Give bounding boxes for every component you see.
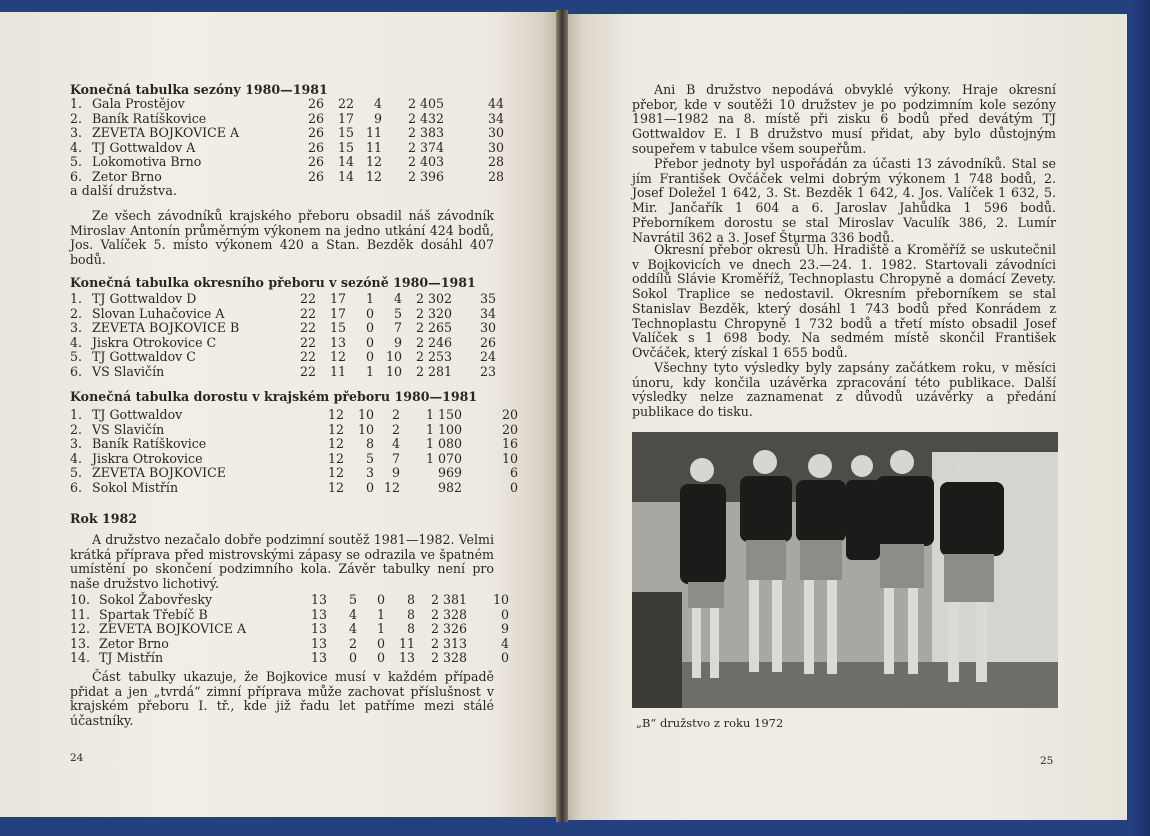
table-cell-c2: 5 [365, 450, 374, 466]
table-cell-c3: 0 [366, 320, 375, 336]
table2-title: Konečná tabulka okresního přeboru v sezóně 1980—1981 [70, 275, 476, 290]
table-cell-c2: 12 [330, 349, 347, 365]
table-row [70, 466, 518, 481]
table-cell-c1: 12 [327, 436, 344, 452]
table-cell-c3: 12 [366, 168, 383, 184]
table-cell-team: Baník Ratíškovice [92, 436, 207, 452]
paragraph-1982: A družstvo nezačalo dobře podzimní soutěž 1981—1982. Velmi krátká příprava před mistrovskými zápasy se odrazila ve špatném umístění po skončení podzimního kola. Závěr tabulky není pro naše družstvo lichotivý. [70, 532, 494, 592]
table-cell-c3: 0 [376, 635, 385, 651]
table-cell-rank: 1. [70, 407, 83, 422]
table-row [70, 321, 496, 336]
table-cell-c1: 26 [308, 168, 325, 184]
paragraph-regional-results: Ze všech závodníků krajského přeboru obsadil náš závodník Miroslav Antonín průměrným výkonem na jedno utkání 424 bodů, Jos. Valíček 5. místo výkonem 420 a Stan. Bezděk dosáhl 407 bodů. [70, 208, 494, 268]
table-cell-score: 20 [501, 421, 518, 437]
table-cell-score: 0 [509, 479, 518, 495]
table-cell-team: Jiskra Otrokovice C [92, 334, 217, 350]
table-cell-c2: 17 [330, 291, 347, 306]
table-row [70, 651, 509, 666]
table-cell-c2: 8 [365, 436, 374, 452]
table-cell-rank: 3. [70, 320, 83, 336]
table-cell-rank: 14. [70, 650, 91, 666]
paragraph-closing-note: Všechny tyto výsledky byly zapsány začátkem roku, v měsíci únoru, kdy končila uzávěrka zpracování této publikace. Další výsledky nelze zaznamenat z důvodů uzávěrky a předání publikace do tisku. [632, 360, 1056, 420]
table-cell-c1: 12 [327, 479, 344, 495]
junior-table [70, 408, 518, 496]
paragraph-conclusion: Část tabulky ukazuje, že Bojkovice musí v každém případě přidat a jen „tvrdá“ zimní příprava může zachovat příslušnost v krajském přeboru I. tř., kde již řadu let patříme mezi stálé účastníky. [70, 669, 494, 729]
table-cell-team: ZEVETA BOJKOVICE [92, 465, 226, 481]
table-cell-rank: 3. [70, 436, 83, 452]
table-cell-c2: 15 [338, 125, 355, 141]
table-cell-team: TJ Mistřín [99, 650, 164, 666]
table-row [70, 155, 504, 170]
table-cell-rank: 4. [70, 139, 83, 155]
table-cell-team: TJ Gottwaldov [92, 407, 183, 422]
table-cell-c2: 10 [357, 407, 374, 422]
table-cell-score: 10 [492, 592, 509, 607]
table-cell-team: ZEVETA BOJKOVICE A [99, 621, 247, 637]
paragraph-district-championship: Okresní přebor okresů Uh. Hradiště a Kroměříž se uskutečnil v Bojkovicích ve dnech 23.—24. 1. 1982. Startovali závodníci oddílů Slávie Kroměříž, Technoplastu Chropyně a domácí Zevety. Sokol Traplice se nedostavil. Okresním přeborníkem se stal Stanislav Bezděk, který dosáhl 1 743 bodů před Konrádem z Technoplastu Chropyně 1 732 bodů a třetí místo obsadil Josef Valíček s 1 698 body. Na sedmém místě skončil František Ovčáček, který získal 1 655 bodů. [632, 242, 1056, 360]
table-cell-pts: 2 403 [407, 154, 445, 170]
table-cell-c3: 7 [391, 450, 400, 466]
table-cell-c2: 5 [348, 592, 357, 607]
table-cell-pts: 1 070 [425, 450, 462, 466]
table-cell-pts: 2 405 [407, 96, 445, 111]
table-cell-c3: 1 [366, 291, 375, 306]
table-row [70, 307, 496, 322]
table-cell-c2: 10 [357, 421, 374, 437]
table1-footer: a další družstva. [70, 183, 178, 198]
table-cell-c1: 22 [300, 334, 317, 350]
table-cell-c3: 12 [366, 154, 383, 170]
table-row [70, 593, 509, 608]
table-cell-c2: 22 [338, 96, 355, 111]
table-row [70, 97, 504, 112]
table-cell-c3: 9 [391, 465, 400, 481]
table-cell-team: TJ Gottwaldov A [92, 139, 196, 155]
table-cell-c3: 4 [374, 96, 383, 111]
table-cell-c1: 22 [300, 363, 317, 379]
table-cell-rank: 6. [70, 363, 83, 379]
team-photo [632, 432, 1058, 708]
table-cell-c1: 12 [327, 465, 344, 481]
table-cell-c1: 26 [308, 96, 325, 111]
table-cell-c4: 13 [398, 650, 415, 666]
table-cell-rank: 10. [70, 592, 91, 607]
table-cell-team: ZEVETA BOJKOVICE B [92, 320, 240, 336]
table-cell-c1: 12 [327, 450, 344, 466]
table-cell-score: 30 [488, 125, 505, 141]
table-cell-team: Sokol Žabovřesky [99, 592, 213, 607]
table-cell-team: Baník Ratíškovice [92, 110, 207, 126]
table-row [70, 336, 496, 351]
table-cell-score: 20 [501, 407, 518, 422]
table-cell-score: 6 [509, 465, 518, 481]
table-cell-c1: 13 [310, 606, 327, 622]
table-cell-rank: 5. [70, 154, 83, 170]
table-cell-c1: 13 [310, 621, 327, 637]
table-cell-rank: 4. [70, 450, 83, 466]
table3-title: Konečná tabulka dorostu v krajském přeboru 1980—1981 [70, 389, 478, 404]
table-cell-pts: 2 396 [407, 168, 445, 184]
table-cell-c1: 26 [308, 110, 325, 126]
table-cell-c4: 5 [394, 305, 403, 321]
table-cell-score: 23 [480, 363, 497, 379]
table-cell-c4: 10 [386, 363, 403, 379]
standings-1982-table [70, 593, 509, 666]
table-cell-pts: 2 265 [415, 320, 453, 336]
table-cell-c1: 26 [308, 125, 325, 141]
table-cell-team: TJ Gottwaldov C [92, 349, 196, 365]
table-cell-c3: 0 [376, 650, 385, 666]
table-cell-team: Sokol Mistřín [92, 479, 179, 495]
table-cell-pts: 982 [437, 479, 462, 495]
table1-title: Konečná tabulka sezóny 1980—1981 [70, 82, 328, 97]
table-row [70, 452, 518, 467]
table-cell-rank: 2. [70, 305, 83, 321]
table-cell-c2: 0 [348, 650, 357, 666]
table-cell-c4: 9 [394, 334, 403, 350]
section-title-1982: Rok 1982 [70, 511, 138, 526]
table-cell-pts: 2 432 [407, 110, 445, 126]
table-cell-c2: 2 [348, 635, 357, 651]
table-cell-score: 16 [501, 436, 518, 452]
table-row [70, 126, 504, 141]
table-cell-score: 28 [488, 168, 505, 184]
season-table [70, 97, 504, 185]
table-cell-pts: 2 374 [407, 139, 445, 155]
district-table [70, 292, 496, 380]
table-cell-pts: 2 302 [415, 291, 453, 306]
table-row [70, 437, 518, 452]
table-row [70, 292, 496, 307]
table-cell-rank: 6. [70, 168, 83, 184]
table-cell-team: VS Slavičín [92, 363, 165, 379]
table-cell-c4: 8 [406, 606, 415, 622]
table-cell-c2: 0 [365, 479, 374, 495]
table-cell-rank: 1. [70, 96, 83, 111]
table-cell-c4: 8 [406, 592, 415, 607]
table-cell-rank: 5. [70, 349, 83, 365]
table-cell-c2: 14 [338, 168, 355, 184]
table-cell-c1: 13 [310, 635, 327, 651]
page-number-left: 24 [70, 752, 84, 764]
table-cell-team: VS Slavičín [92, 421, 165, 437]
table-row [70, 622, 509, 637]
table-cell-team: Zetor Brno [99, 635, 169, 651]
table-cell-c3: 11 [366, 139, 383, 155]
table-row [70, 423, 518, 438]
table-cell-team: Slovan Luhačovice A [92, 305, 225, 321]
table-cell-c4: 8 [406, 621, 415, 637]
table-cell-c4: 11 [398, 635, 415, 651]
table-cell-c2: 17 [330, 305, 347, 321]
page-number-right: 25 [1040, 755, 1054, 767]
table-row [70, 408, 518, 423]
table-cell-rank: 11. [70, 606, 91, 622]
table-cell-score: 0 [500, 650, 509, 666]
table-cell-pts: 2 313 [430, 635, 467, 651]
table-cell-c1: 13 [310, 650, 327, 666]
table-cell-score: 26 [480, 334, 497, 350]
table-cell-c3: 0 [366, 334, 375, 350]
table-cell-c2: 11 [330, 363, 347, 379]
table-cell-pts: 2 381 [430, 592, 467, 607]
table-cell-c4: 7 [394, 320, 403, 336]
table-cell-pts: 969 [437, 465, 462, 481]
table-cell-c3: 4 [391, 436, 400, 452]
table-cell-c1: 22 [300, 305, 317, 321]
table-cell-c3: 1 [376, 621, 385, 637]
table-cell-score: 35 [480, 291, 497, 306]
table-row [70, 481, 518, 496]
table-row [70, 350, 496, 365]
table-row [70, 637, 509, 652]
table-row [70, 608, 509, 623]
table-cell-score: 4 [500, 635, 509, 651]
table-cell-score: 34 [480, 305, 497, 321]
team-photo-image [632, 432, 1058, 708]
table-cell-score: 10 [501, 450, 518, 466]
table-cell-rank: 6. [70, 479, 83, 495]
table-cell-c2: 13 [330, 334, 347, 350]
table-cell-c3: 1 [376, 606, 385, 622]
table-cell-c1: 26 [308, 139, 325, 155]
table-cell-pts: 2 246 [415, 334, 453, 350]
paragraph-club-championship: Přebor jednoty byl uspořádán za účasti 13 závodníků. Stal se jím František Ovčáček velmi dobrým výkonem 1 748 bodů, 2. Josef Doležel 1 642, 3. St. Bezděk 1 642, 4. Jos. Valíček 1 632, 5. Mir. Jančařík 1 604 a 6. Jaroslav Jahůdka 1 596 bodů. Přeborníkem dorostu se stal Miroslav Vaculík 386, 2. Lumír Navrátil 362 a 3. Josef Šturma 336 bodů. [632, 156, 1056, 245]
table-cell-c1: 13 [310, 592, 327, 607]
table-cell-score: 34 [488, 110, 505, 126]
book-gutter [556, 10, 568, 822]
table-cell-c3: 9 [374, 110, 383, 126]
table-cell-c3: 1 [366, 363, 375, 379]
table-cell-rank: 12. [70, 621, 91, 637]
table-cell-c3: 0 [366, 305, 375, 321]
photo-caption: „B“ družstvo z roku 1972 [636, 716, 784, 730]
table-cell-c4: 10 [386, 349, 403, 365]
paragraph-b-team: Ani B družstvo nepodává obvyklé výkony. Hraje okresní přebor, kde v soutěži 10 družstev je po podzimním kole sezóny 1981—1982 na 8. místě při zisku 6 bodů před devátým TJ Gottwaldov E. I B družstvo musí přidat, aby bylo důstojným soupeřem v tabulce všem soupeřům. [632, 82, 1056, 156]
table-cell-c3: 12 [383, 479, 400, 495]
table-row [70, 141, 504, 156]
table-cell-c2: 4 [348, 606, 357, 622]
table-cell-score: 9 [500, 621, 509, 637]
table-cell-c1: 26 [308, 154, 325, 170]
table-cell-c3: 11 [366, 125, 383, 141]
table-cell-rank: 3. [70, 125, 83, 141]
table-cell-team: Gala Prostějov [92, 96, 185, 111]
table-cell-c2: 15 [330, 320, 347, 336]
table-cell-c3: 0 [376, 592, 385, 607]
table-cell-c1: 22 [300, 320, 317, 336]
table-cell-c4: 4 [394, 291, 403, 306]
table-cell-rank: 4. [70, 334, 83, 350]
table-cell-score: 0 [500, 606, 509, 622]
table-cell-pts: 2 253 [415, 349, 453, 365]
table-cell-c1: 12 [327, 407, 344, 422]
table-cell-score: 44 [488, 96, 505, 111]
table-cell-c1: 22 [300, 349, 317, 365]
table-cell-pts: 1 100 [425, 421, 462, 437]
table-cell-c1: 22 [300, 291, 317, 306]
table-cell-rank: 2. [70, 421, 83, 437]
table-cell-pts: 2 326 [430, 621, 467, 637]
table-cell-c2: 4 [348, 621, 357, 637]
table-cell-score: 28 [488, 154, 505, 170]
table-cell-rank: 13. [70, 635, 91, 651]
table-cell-team: TJ Gottwaldov D [92, 291, 197, 306]
table-row [70, 365, 496, 380]
table-cell-pts: 2 281 [415, 363, 453, 379]
table-cell-pts: 2 328 [430, 606, 467, 622]
table-cell-score: 30 [480, 320, 497, 336]
table-cell-rank: 2. [70, 110, 83, 126]
table-cell-rank: 1. [70, 291, 83, 306]
table-cell-team: Jiskra Otrokovice [92, 450, 203, 466]
table-cell-pts: 2 383 [407, 125, 445, 141]
table-cell-team: Zetor Brno [92, 168, 162, 184]
table-row [70, 112, 504, 127]
table-cell-pts: 1 150 [425, 407, 462, 422]
table-cell-pts: 1 080 [425, 436, 462, 452]
table-cell-c3: 2 [391, 407, 400, 422]
table-cell-c2: 15 [338, 139, 355, 155]
table-cell-team: ZEVETA BOJKOVICE A [92, 125, 240, 141]
table-cell-c2: 17 [338, 110, 355, 126]
table-cell-pts: 2 328 [430, 650, 467, 666]
table-cell-score: 30 [488, 139, 505, 155]
table-cell-c2: 3 [365, 465, 374, 481]
table-cell-c3: 0 [366, 349, 375, 365]
table-cell-score: 24 [480, 349, 497, 365]
table-cell-rank: 5. [70, 465, 83, 481]
table-cell-team: Lokomotiva Brno [92, 154, 202, 170]
table-cell-c3: 2 [391, 421, 400, 437]
table-cell-c1: 12 [327, 421, 344, 437]
table-cell-c2: 14 [338, 154, 355, 170]
table-cell-team: Spartak Třebíč B [99, 606, 208, 622]
table-cell-pts: 2 320 [415, 305, 453, 321]
